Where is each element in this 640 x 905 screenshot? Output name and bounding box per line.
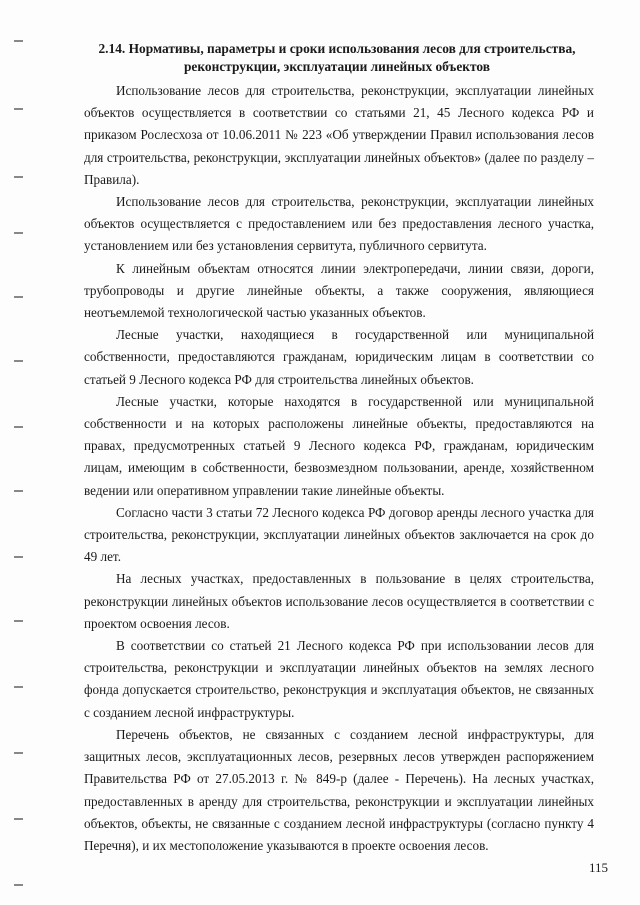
section-heading [82,40,592,76]
section-heading-line-2: реконструкции, эксплуатации линейных объектов [183,59,490,74]
paragraph: Перечень объектов, не связанных с созданием лесной инфраструктуры, для защитных лесов, эксплуатационных лесов, резервных лесов утвержден распоряжением Правительства РФ от 27.05.2013 г. № 849-р (далее - Перечень). На лесных участках, предоставленных в аренду для строительства, реконструкции и эксплуатации линейных объектов, объекты, не связанные с созданием лесной инфраструктуры (согласно пункту 4 Перечня), и их местоположение указываются в проекте освоения лесов. [84,726,594,853]
paragraph: На лесных участках, предоставленных в пользование в целях строительства, реконструкции линейных объектов использование лесов осуществляется в соответствии с проектом освоения лесов. [84,571,594,631]
paragraph: В соответствии со статьей 21 Лесного кодекса РФ при использовании лесов для строительства, реконструкции и эксплуатации линейных объектов на землях лесного фонда допускается строительство, реконструкция и эксплуатация объектов, не связанных с созданием лесной инфраструктуры. [84,638,594,720]
body-text [84,80,594,857]
paragraph: Лесные участки, которые находятся в государственной или муниципальной собственности и на которых расположены линейные объекты, предоставляются на правах, предусмотренных статьей 9 Лесного кодекса РФ, гражданам, юридическим лицам, имеющим в собственности, безвозмездном пользовании, аренде, хозяйственном ведении или оперативном управлении такие линейные объекты. [84,393,594,498]
paragraph: Использование лесов для строительства, реконструкции, эксплуатации линейных объектов осуществляется с предоставлением или без предоставления лесного участка, установлением или без установления сервитута, публичного сервитута. [84,194,594,254]
paragraph: Согласно части 3 статьи 72 Лесного кодекса РФ договор аренды лесного участка для строительства, реконструкции, эксплуатации линейных объектов заключается на срок до 49 лет. [84,504,594,565]
paragraph: Лесные участки, находящиеся в государственной или муниципальной собственности, предоставляются гражданам, юридическим лицам в соответствии со статьей 9 Лесного кодекса РФ для строительства линейных объектов. [84,327,594,387]
section-heading-line-1: 2.14. Нормативы, параметры и сроки использования лесов для строительства, [98,41,576,56]
paragraph: Использование лесов для строительства, реконструкции, эксплуатации линейных объектов осуществляется в соответствии со статьями 21, 45 Лесного кодекса РФ и приказом Рослесхоза от 10.06.2011 № 223 «Об утверждении Правил использования лесов для строительства, реконструкции, эксплуатации линейных объектов» (далее по разделу – Правила). [84,83,594,187]
paragraph: К линейным объектам относятся линии электропередачи, линии связи, дороги, трубопроводы и другие линейные объекты, а также сооружения, являющиеся неотъемлемой технологической частью указанных объектов. [84,260,594,321]
binding-marks [14,0,24,905]
page-number: 115 [588,860,608,875]
